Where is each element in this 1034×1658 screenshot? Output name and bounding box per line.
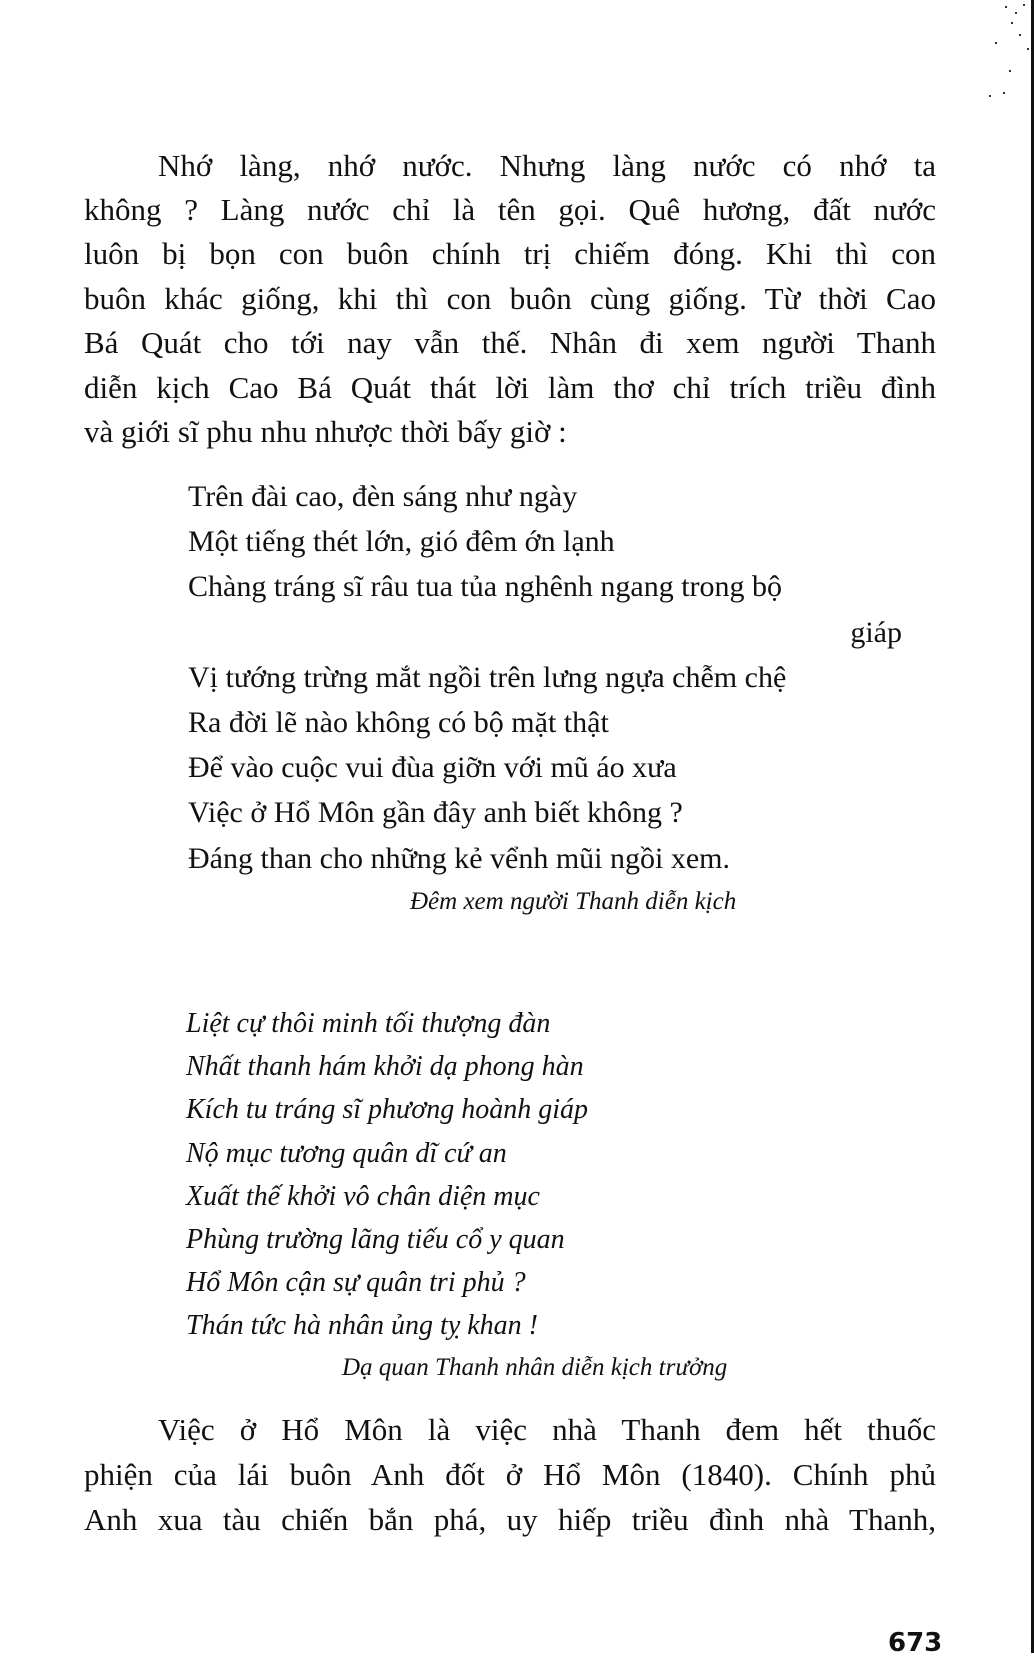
paragraph-line: Việc ở Hổ Môn là việc nhà Thanh đem hết thuốc	[158, 1412, 936, 1447]
poem-caption: Đêm xem người Thanh diễn kịch	[410, 888, 737, 915]
verse-line: Trên đài cao, đèn sáng như ngày	[188, 480, 578, 513]
verse-line: Xuất thế khởi vô chân diện mục	[186, 1181, 540, 1212]
verse-line: Chàng tráng sĩ râu tua tủa nghênh ngang trong bộ	[188, 570, 783, 603]
paragraph-line: và giới sĩ phu nhu nhược thời bấy giờ :	[84, 414, 567, 449]
verse-line: Phùng trường lãng tiếu cổ y quan	[186, 1224, 565, 1255]
paragraph-line: Anh xua tàu chiến bắn phá, uy hiếp triều đình nhà Thanh,	[84, 1502, 936, 1537]
verse-line: Nhất thanh hám khởi dạ phong hàn	[186, 1051, 584, 1082]
verse-line: Hổ Môn cận sự quân tri phủ ?	[186, 1267, 526, 1298]
paragraph-line: phiện của lái buôn Anh đốt ở Hổ Môn (1840). Chính phủ	[84, 1457, 936, 1492]
verse-line: Nộ mục tương quân dĩ cứ an	[186, 1138, 507, 1169]
verse-line: Đáng than cho những kẻ vểnh mũi ngồi xem.	[188, 842, 730, 875]
verse-line: Vị tướng trừng mắt ngồi trên lưng ngựa chễm chệ	[188, 661, 787, 694]
verse-line: Một tiếng thét lớn, gió đêm ớn lạnh	[188, 525, 615, 558]
verse-line: Ra đời lẽ nào không có bộ mặt thật	[188, 706, 609, 739]
verse-line-continuation: giáp	[850, 616, 902, 649]
verse-line: Để vào cuộc vui đùa giỡn với mũ áo xưa	[188, 751, 677, 784]
poem-caption: Dạ quan Thanh nhân diễn kịch trưởng	[342, 1354, 728, 1381]
verse-line: Kích tu tráng sĩ phương hoành giáp	[186, 1094, 589, 1125]
page-number: 673	[888, 1628, 943, 1658]
verse-line: Liệt cự thôi minh tối thượng đàn	[186, 1008, 551, 1039]
paragraph-line: buôn khác giống, khi thì con buôn cùng giống. Từ thời Cao	[84, 281, 936, 316]
paragraph-line: Nhớ làng, nhớ nước. Nhưng làng nước có nhớ ta	[158, 148, 936, 183]
paragraph-line: diễn kịch Cao Bá Quát thát lời làm thơ chỉ trích triều đình	[84, 370, 936, 405]
verse-line: Thán tức hà nhân ủng tỵ khan !	[186, 1310, 539, 1341]
paragraph-line: không ? Làng nước chỉ là tên gọi. Quê hương, đất nước	[84, 192, 936, 227]
paragraph-line: Bá Quát cho tới nay vẫn thế. Nhân đi xem người Thanh	[84, 325, 936, 360]
paragraph-line: luôn bị bọn con buôn chính trị chiếm đóng. Khi thì con	[84, 236, 936, 271]
verse-line: Việc ở Hổ Môn gần đây anh biết không ?	[188, 796, 683, 829]
scan-noise	[985, 0, 1031, 140]
